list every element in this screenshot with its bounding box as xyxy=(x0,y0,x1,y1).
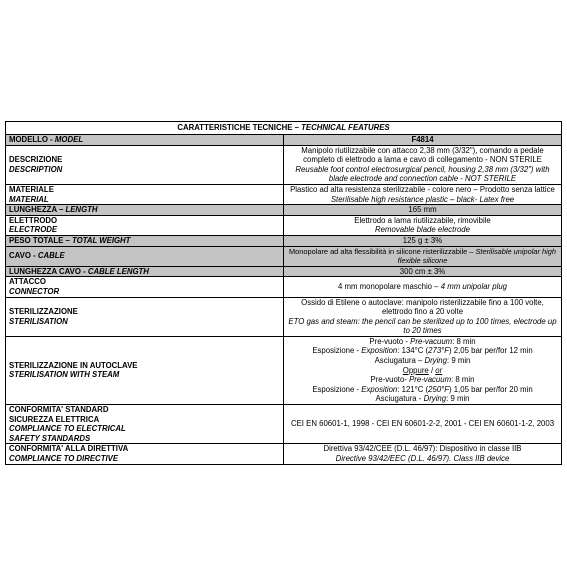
row-value: Manipolo riutilizzabile con attacco 2,38 mm (3/32"), comando a pedale completo di elettrodo a lama e cavo di collegamento - NON STERILE Reusable foot control electrosurgical pencil, housing 2,38 mm (3/32") with blade electrode and connection cable - NOT STERILE xyxy=(284,145,562,184)
autoclave-line: Pre-vuoto - Pre-vacuum: 8 min xyxy=(369,336,476,346)
row-label: ELETTRODO ELECTRODE xyxy=(6,215,284,235)
technical-features-table xyxy=(5,121,562,465)
row-electrode xyxy=(6,215,562,235)
row-label: LUNGHEZZA – LENGTH xyxy=(6,205,284,216)
row-directive-compliance xyxy=(6,444,562,464)
row-value: CEI EN 60601-1, 1998 - CEI EN 60601-2-2, 2001 - CEI EN 60601-1-2, 2003 xyxy=(284,405,562,444)
row-label: ATTACCO CONNECTOR xyxy=(6,277,284,297)
row-electrical-standards xyxy=(6,405,562,444)
row-label: MODELLO - MODEL xyxy=(6,135,284,146)
title-italian: CARATTERISTICHE TECNICHE xyxy=(177,123,293,133)
row-sterilisation xyxy=(6,297,562,336)
row-value: Elettrodo a lama riutilizzabile, rimovibile Removable blade electrode xyxy=(284,215,562,235)
title-english: TECHNICAL FEATURES xyxy=(301,123,390,133)
row-value: F4814 xyxy=(284,135,562,146)
autoclave-line: Asciugatura - Drying: 9 min xyxy=(375,394,470,404)
row-label: CAVO - CABLE xyxy=(6,246,284,266)
row-label: MATERIALE MATERIAL xyxy=(6,184,284,204)
row-value: 300 cm ± 3% xyxy=(284,266,562,277)
title-separator: – xyxy=(292,123,302,133)
autoclave-line: Esposizione - Exposition: 134°C (273°F) 2,05 bar per/for 12 min xyxy=(312,346,533,356)
row-value: Ossido di Etilene o autoclave: manipolo risterilizzabile fino a 100 volte, elettrodo fino a 20 volte ETO gas and steam: the pencil can be sterilized up to 100 times, electrode up to 20 times xyxy=(284,297,562,336)
row-value: Direttiva 93/42/CEE (D.L. 46/97): Dispositivo in classe IIB Directive 93/42/EEC (D.L. 46/97). Class IIB device xyxy=(284,444,562,464)
row-description xyxy=(6,145,562,184)
row-total-weight xyxy=(6,235,562,246)
row-cable-length xyxy=(6,266,562,277)
autoclave-line: Asciugatura – Drying: 9 min xyxy=(374,356,471,366)
row-label: CONFORMITA' ALLA DIRETTIVA COMPLIANCE TO DIRECTIVE xyxy=(6,444,284,464)
table-title-row xyxy=(6,122,562,135)
row-material xyxy=(6,184,562,204)
row-label: LUNGHEZZA CAVO - CABLE LENGTH xyxy=(6,266,284,277)
row-label: STERILIZZAZIONE STERILISATION xyxy=(6,297,284,336)
autoclave-line: Oppure / or xyxy=(402,365,443,375)
row-label: STERILIZZAZIONE IN AUTOCLAVE STERILISATION WITH STEAM xyxy=(6,336,284,404)
row-label: PESO TOTALE – TOTAL WEIGHT xyxy=(6,235,284,246)
row-value: 165 mm xyxy=(284,205,562,216)
row-value: 125 g ± 3% xyxy=(284,235,562,246)
row-value: Plastico ad alta resistenza sterilizzabile - colore nero – Prodotto senza lattice Sterilisable high resistance plastic – black- Latex free xyxy=(284,184,562,204)
row-cable xyxy=(6,246,562,266)
row-value xyxy=(284,336,562,404)
table-title xyxy=(6,122,562,135)
row-label: DESCRIZIONE DESCRIPTION xyxy=(6,145,284,184)
row-connector xyxy=(6,277,562,297)
row-model xyxy=(6,135,562,146)
row-length xyxy=(6,205,562,216)
autoclave-line: Esposizione - Exposition: 121°C (250°F) 1,05 bar per/for 20 min xyxy=(312,384,533,394)
row-value: Monopolare ad alta flessibilità in silicone risterilizzabile – Sterilisable unipolar high flexible silicone xyxy=(284,246,562,266)
row-value: 4 mm monopolare maschio – 4 mm unipolar plug xyxy=(284,277,562,297)
row-label: CONFORMITA' STANDARD SICUREZZA ELETTRICA COMPLIANCE TO ELECTRICAL SAFETY STANDARDS xyxy=(6,405,284,444)
technical-features-sheet xyxy=(5,121,562,465)
row-steam-sterilisation xyxy=(6,336,562,404)
autoclave-line: Pre-vuoto- Pre-vacuum: 8 min xyxy=(370,375,475,385)
